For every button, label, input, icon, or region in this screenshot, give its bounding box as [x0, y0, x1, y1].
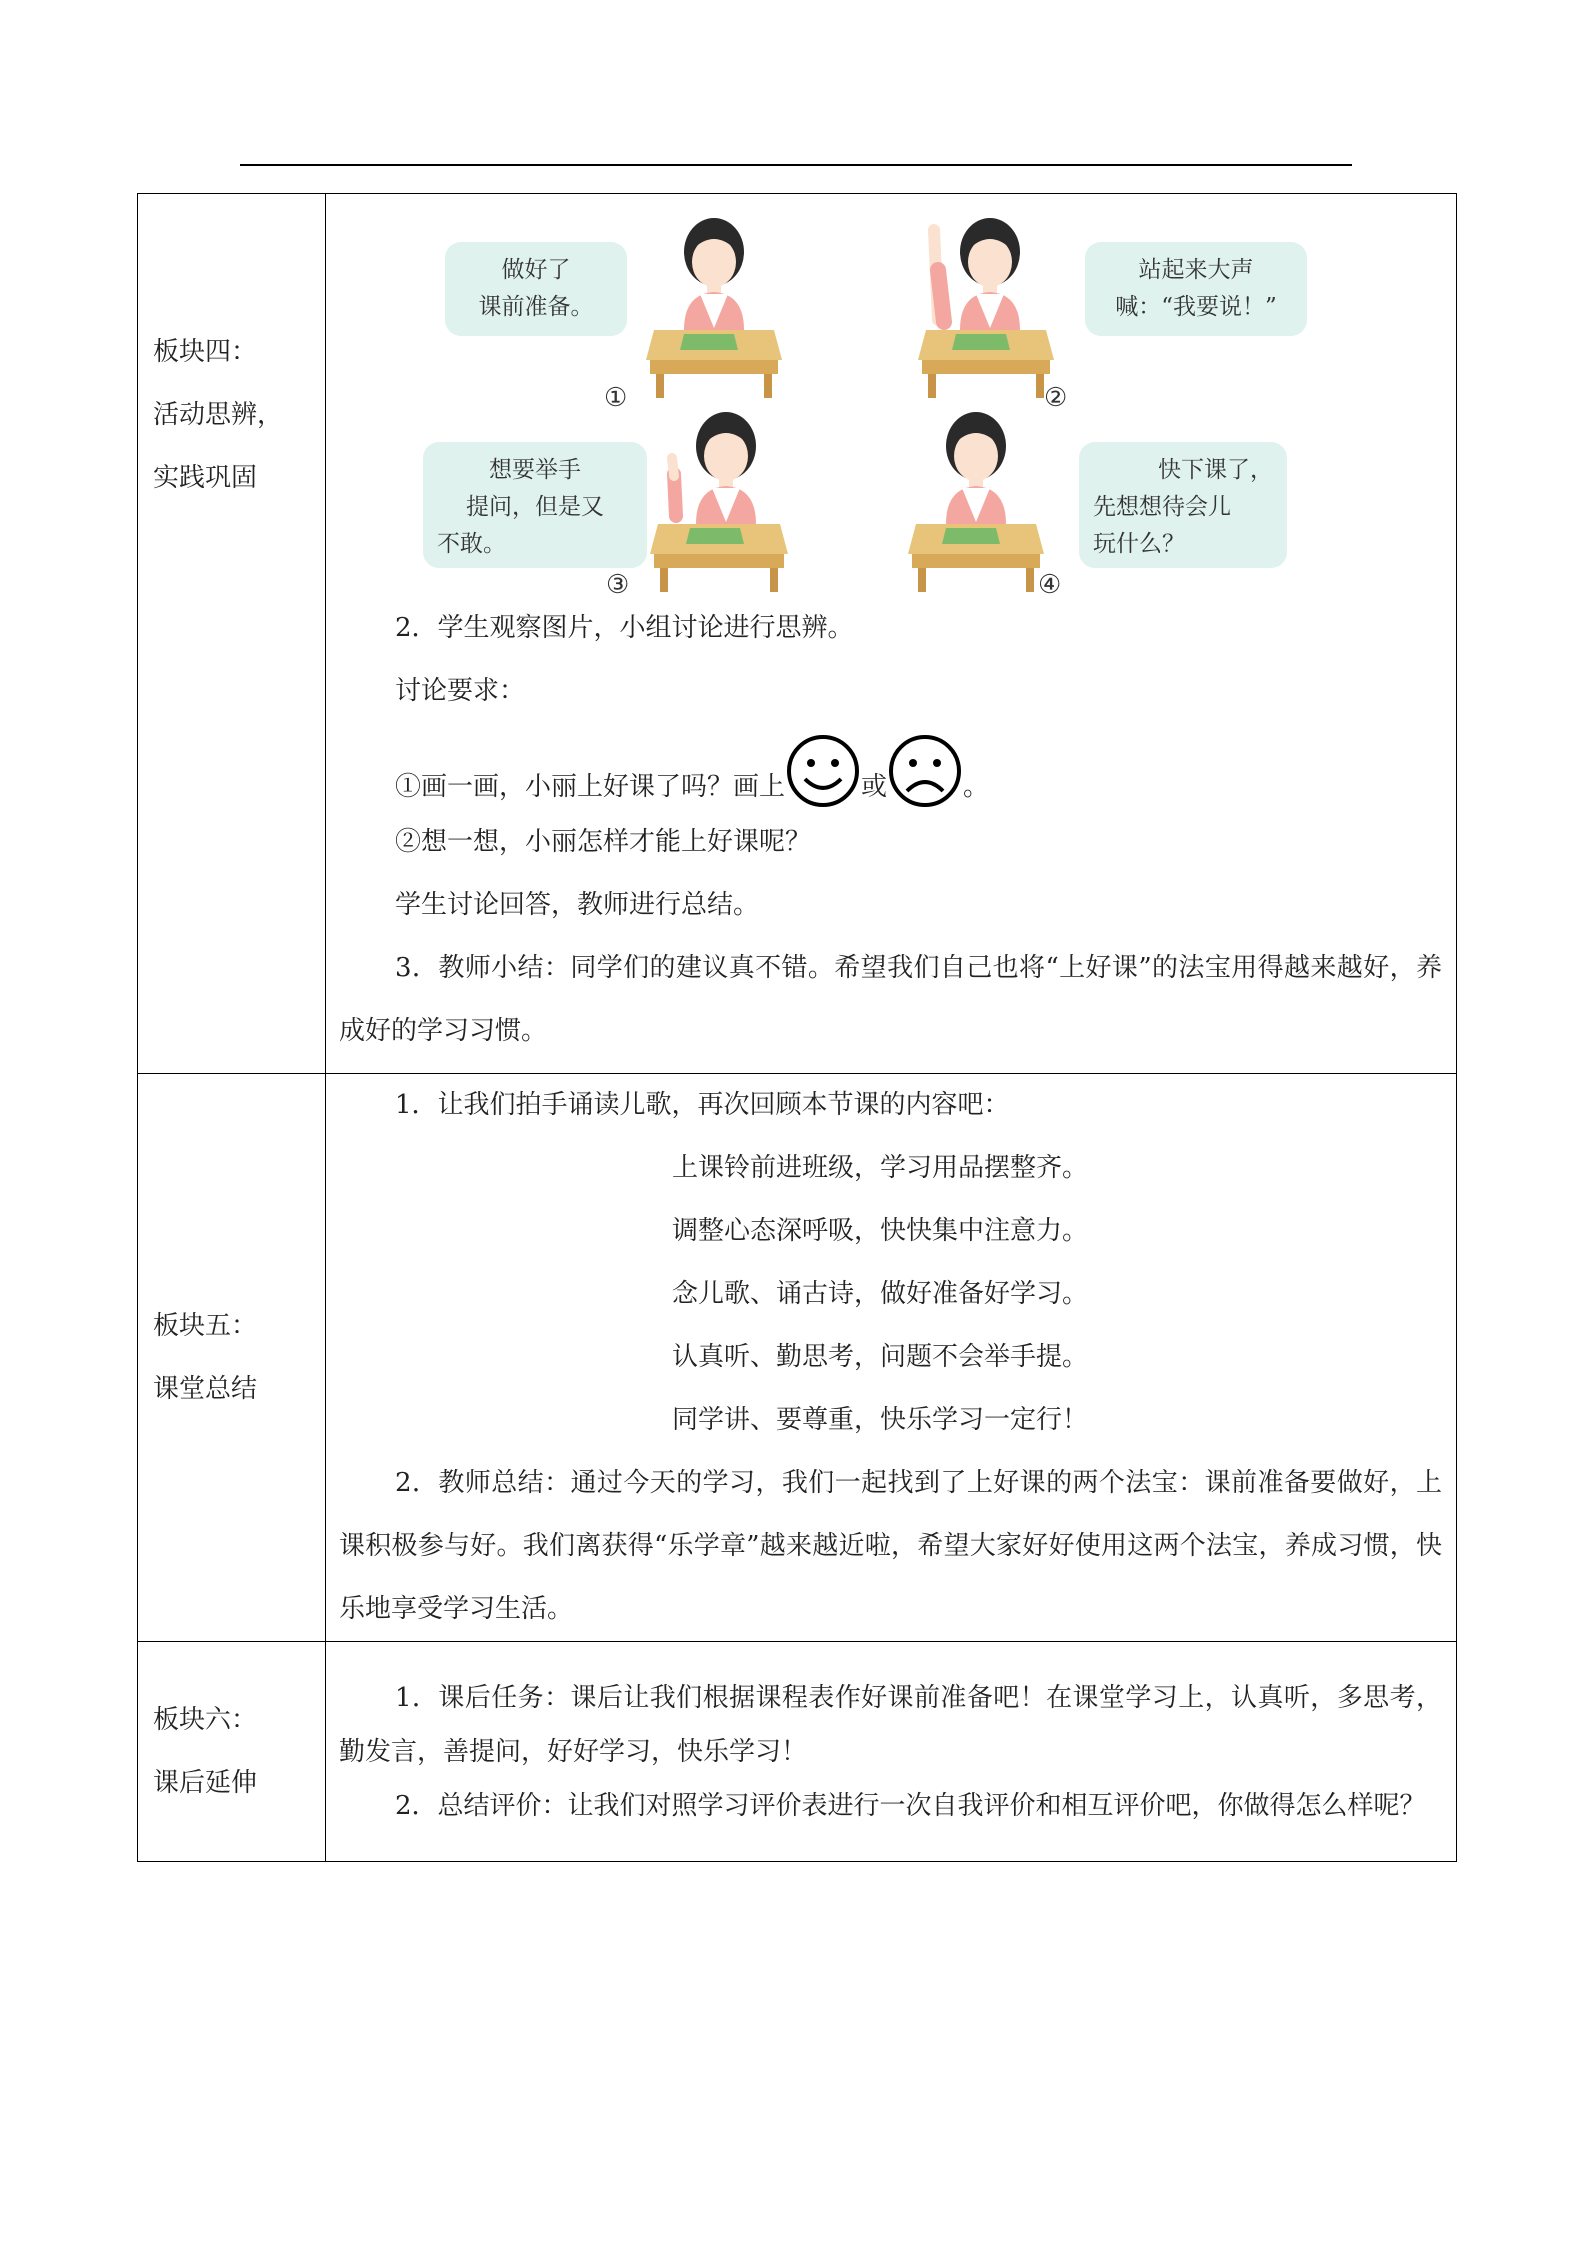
- paragraph: 讨论要求：: [395, 676, 526, 706]
- paragraph: 2．教师总结：通过今天的学习，我们一起找到了上好课的两个法宝：课前准备要做好，上课积极参与好。我们离获得“乐学章”越来越近啦，希望大家好好使用这两个法宝，养成习惯，快乐地享受学习生活。: [339, 1468, 1442, 1624]
- paragraph: ②想一想，小丽怎样才能上好课呢？: [395, 827, 812, 857]
- figure-number: ②: [1044, 383, 1068, 413]
- section-content: [326, 1642, 1457, 1862]
- speech-bubble: [1085, 242, 1307, 336]
- bubble-line: 站起来大声: [1138, 257, 1254, 283]
- verse-line: 调整心态深呼吸，快快集中注意力。: [672, 1216, 1089, 1246]
- section-label-line: 板块六：: [153, 1704, 258, 1735]
- section-content: [326, 194, 1457, 1074]
- table-row: [138, 1642, 1457, 1862]
- girl-hand-raised-illustration: [916, 210, 1056, 400]
- lesson-table: [137, 193, 1457, 1862]
- paragraph: 2．总结评价：让我们对照学习评价表进行一次自我评价和相互评价吧，你做得怎么样呢？: [395, 1790, 1426, 1821]
- table-row: [138, 194, 1457, 1074]
- verse-line: 上课铃前进班级，学习用品摆整齐。: [672, 1153, 1089, 1183]
- section-label: [138, 1074, 326, 1642]
- bubble-line: 提问，但是又: [466, 494, 604, 520]
- paragraph: 学生讨论回答，教师进行总结。: [395, 890, 760, 920]
- girl-daydreaming-illustration: [906, 404, 1046, 594]
- section-label-line: 板块四：: [153, 337, 258, 367]
- speech-bubble: [445, 242, 627, 336]
- section-label-line: 课堂总结: [153, 1373, 258, 1404]
- section-label-line: 活动思辨，: [153, 400, 284, 430]
- bubble-line: 课前准备。: [478, 294, 594, 320]
- bubble-line: 快下课了，: [1158, 457, 1273, 483]
- table-row: [138, 1074, 1457, 1642]
- illustration-grid: [339, 194, 1442, 600]
- sad-face-icon: [887, 733, 963, 809]
- verse-line: 同学讲、要尊重，快乐学习一定行！: [672, 1405, 1089, 1435]
- section-content: [326, 1074, 1457, 1642]
- section-label-line: 板块五：: [153, 1310, 258, 1341]
- speech-bubble: [1079, 442, 1287, 568]
- task-end: 。: [963, 772, 990, 802]
- bubble-line: 做好了: [501, 257, 571, 283]
- section-label: [138, 194, 326, 1074]
- bubble-line: 喊：“我要说！”: [1115, 294, 1277, 320]
- bubble-line: 不敢。: [437, 531, 506, 557]
- verse-line: 认真听、勤思考，问题不会举手提。: [672, 1342, 1089, 1372]
- bubble-line: 想要举手: [489, 457, 581, 483]
- paragraph: 1．课后任务：课后让我们根据课程表作好课前准备吧！在课堂学习上，认真听，多思考，勤发言，善提问，好好学习，快乐学习！: [339, 1682, 1442, 1767]
- paragraph: 3．教师小结：同学们的建议真不错。希望我们自己也将“上好课”的法宝用得越来越好，养成好的学习习惯。: [339, 953, 1442, 1046]
- section-label: [138, 1642, 326, 1862]
- header-rule: [240, 164, 1352, 166]
- verse-line: 念儿歌、诵古诗，做好准备好学习。: [672, 1279, 1089, 1309]
- girl-hand-half-raised-illustration: [644, 404, 794, 594]
- section-label-line: 课后延伸: [153, 1767, 258, 1798]
- task-text: ①画一画，小丽上好课了吗？画上: [395, 772, 786, 802]
- section-label-line: 实践巩固: [153, 463, 258, 493]
- drawing-task: [339, 733, 1442, 819]
- speech-bubble: [423, 442, 647, 568]
- figure-number: ④: [1038, 570, 1062, 600]
- smiley-face-icon: [785, 733, 861, 809]
- paragraph: 1．让我们拍手诵读儿歌，再次回顾本节课的内容吧：: [395, 1090, 1010, 1120]
- figure-number: ③: [606, 570, 630, 600]
- paragraph: 2．学生观察图片，小组讨论进行思辨。: [395, 613, 854, 643]
- task-or: 或: [861, 772, 888, 802]
- figure-number: ①: [604, 383, 628, 413]
- bubble-line: 先想想待会儿: [1093, 494, 1231, 520]
- bubble-line: 玩什么？: [1093, 531, 1185, 557]
- girl-sitting-illustration: [644, 210, 784, 400]
